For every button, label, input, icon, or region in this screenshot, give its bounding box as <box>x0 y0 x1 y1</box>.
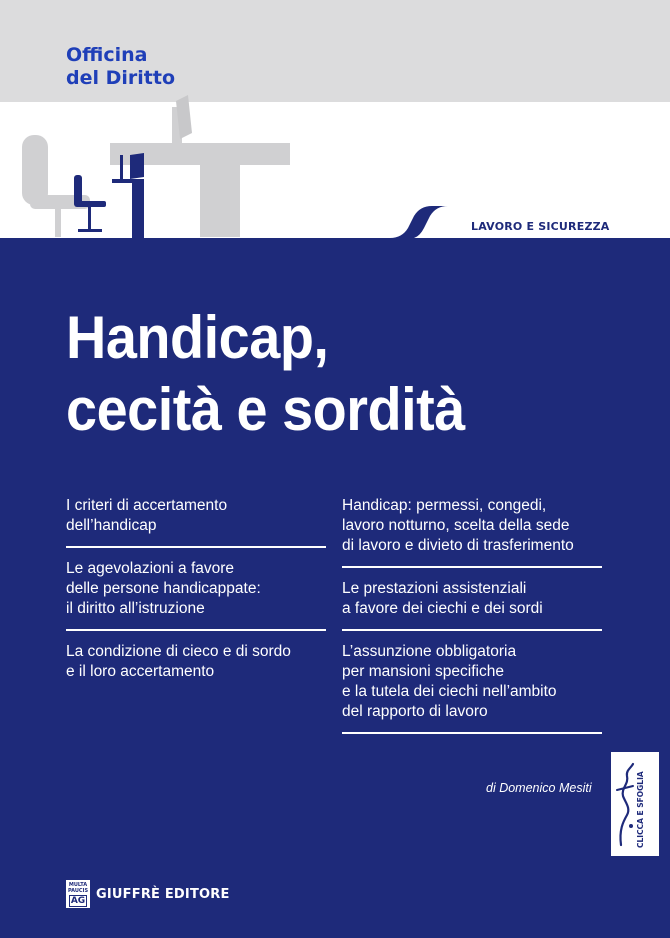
topic-item <box>342 496 604 566</box>
topic-item <box>66 559 328 629</box>
topic-text: Le agevolazioni a favore <box>66 560 235 577</box>
topic-text: lavoro notturno, scelta della sede <box>342 517 570 534</box>
topic-text: del rapporto di lavoro <box>342 703 488 720</box>
topic-text: Le prestazioni assistenziali <box>342 580 527 597</box>
topic-text: delle persone handicappate: <box>66 580 261 597</box>
publisher-motto-line-2: PAUCIS <box>67 887 89 894</box>
topic-item <box>342 579 604 629</box>
topic-text: per mansioni specifiche <box>342 663 504 680</box>
title-line-1: Handicap, <box>66 304 329 371</box>
topic-item <box>342 642 604 732</box>
topic-text: I criteri di accertamento <box>66 497 228 514</box>
publisher-motto-line-1: MULTA <box>68 881 88 888</box>
publisher-logo-icon <box>66 880 90 908</box>
topic-item <box>66 642 328 692</box>
topic-text: L’assunzione obbligatoria <box>342 643 517 660</box>
topics-right-column <box>342 496 604 745</box>
topic-item <box>66 496 328 546</box>
sticker-label: CLICCA E SFOGLIA <box>636 771 645 848</box>
topic-text: a favore dei ciechi e dei sordi <box>342 600 543 617</box>
topic-text: La condizione di cieco e di sordo <box>66 643 291 660</box>
publisher-name: GIUFFRÈ EDITORE <box>96 886 230 902</box>
topic-divider <box>66 629 326 631</box>
topic-text: e il loro accertamento <box>66 663 215 680</box>
topic-divider <box>66 546 326 548</box>
category-label: LAVORO E SICUREZZA <box>471 220 610 233</box>
topic-divider <box>342 566 602 568</box>
topic-divider <box>342 629 602 631</box>
series-title-line-2: del Diritto <box>66 67 175 89</box>
topic-text: dell’handicap <box>66 517 157 534</box>
publisher-monogram: AG <box>70 895 86 906</box>
topics-left-column <box>66 496 328 692</box>
topic-text: di lavoro e divieto di trasferimento <box>342 537 574 554</box>
topic-divider <box>342 732 602 734</box>
title-line-2: cecità e sordità <box>66 376 465 443</box>
author-credit: di Domenico Mesiti <box>486 781 592 795</box>
topic-text: Handicap: permessi, congedi, <box>342 497 547 514</box>
topic-text: e la tutela dei ciechi nell’ambito <box>342 683 557 700</box>
book-title <box>66 302 465 446</box>
series-title-line-1: Officina <box>66 44 148 66</box>
topic-text: il diritto all’istruzione <box>66 600 205 617</box>
publisher-block <box>66 880 230 908</box>
